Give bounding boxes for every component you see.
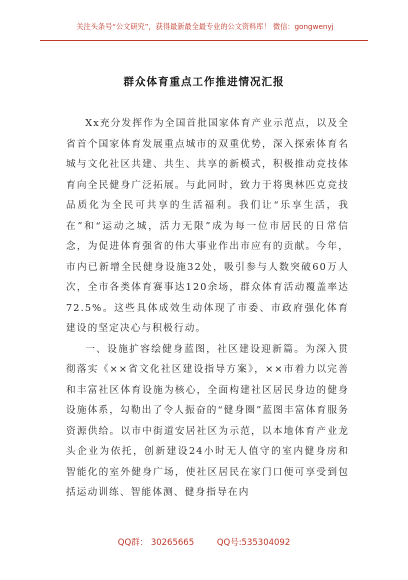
paragraph-section-1: 一、设施扩容绘健身蓝图，社区建设迎新篇。为深入贯彻落实《××省文化社区建设指导方案》，××市着力以完善和丰富社区体育设施为核心，全面构建社区居民身边的健身设施体系，勾勒出了令人振奋的“健身圈”蓝图丰富体育服务资源供给。以市中街道安居社区为示范，以本地体育产业龙头企业为依托，创新建设24小时无人值守的室内健身房和智能化的室外健身广场，使社区居民在家门口便可享受到包括运动训练、智能体测、健身指导在内 [66, 343, 349, 498]
header-divider [40, 40, 368, 41]
document-title: 群众体育重点工作推进情况汇报 [123, 76, 285, 88]
paragraph-intro: Xx充分发挥作为全国首批国家体育产业示范点，以及全省首个国家体育发展重点城市的双重优势，深入探索体育名城与文化社区共建、共生、共享的新模式，积极推动竞技体育向全民健身广泛拓展。与此同时，致力于将奥林匹克竞技品质化为全民可共享的生活福利。我们让“乐享生活，我在”和“运动之城，活力无限”成为每一位市居民的日常信念，为促进体育强省的伟大事业作出市应有的贡献。今年，市内已新增全民健身设施32处，吸引参与人数突破60万人次，全市各类体育赛事达120余场，群众体育活动覆盖率达72.5%。这些具体成效生动体现了市委、市政府强化体育建设的坚定决心与积极行动。 [66, 118, 349, 334]
footer-qq-number: QQ号:535304092 [216, 538, 291, 548]
footer-qq-group: QQ群： 30265665 [117, 538, 195, 548]
header-banner: 关注头条号“公文研究”，获得最新最全最专业的公文资料库！ 微信：gongwenyj [76, 22, 334, 31]
footer-contact [0, 536, 408, 548]
document-body [66, 114, 349, 504]
